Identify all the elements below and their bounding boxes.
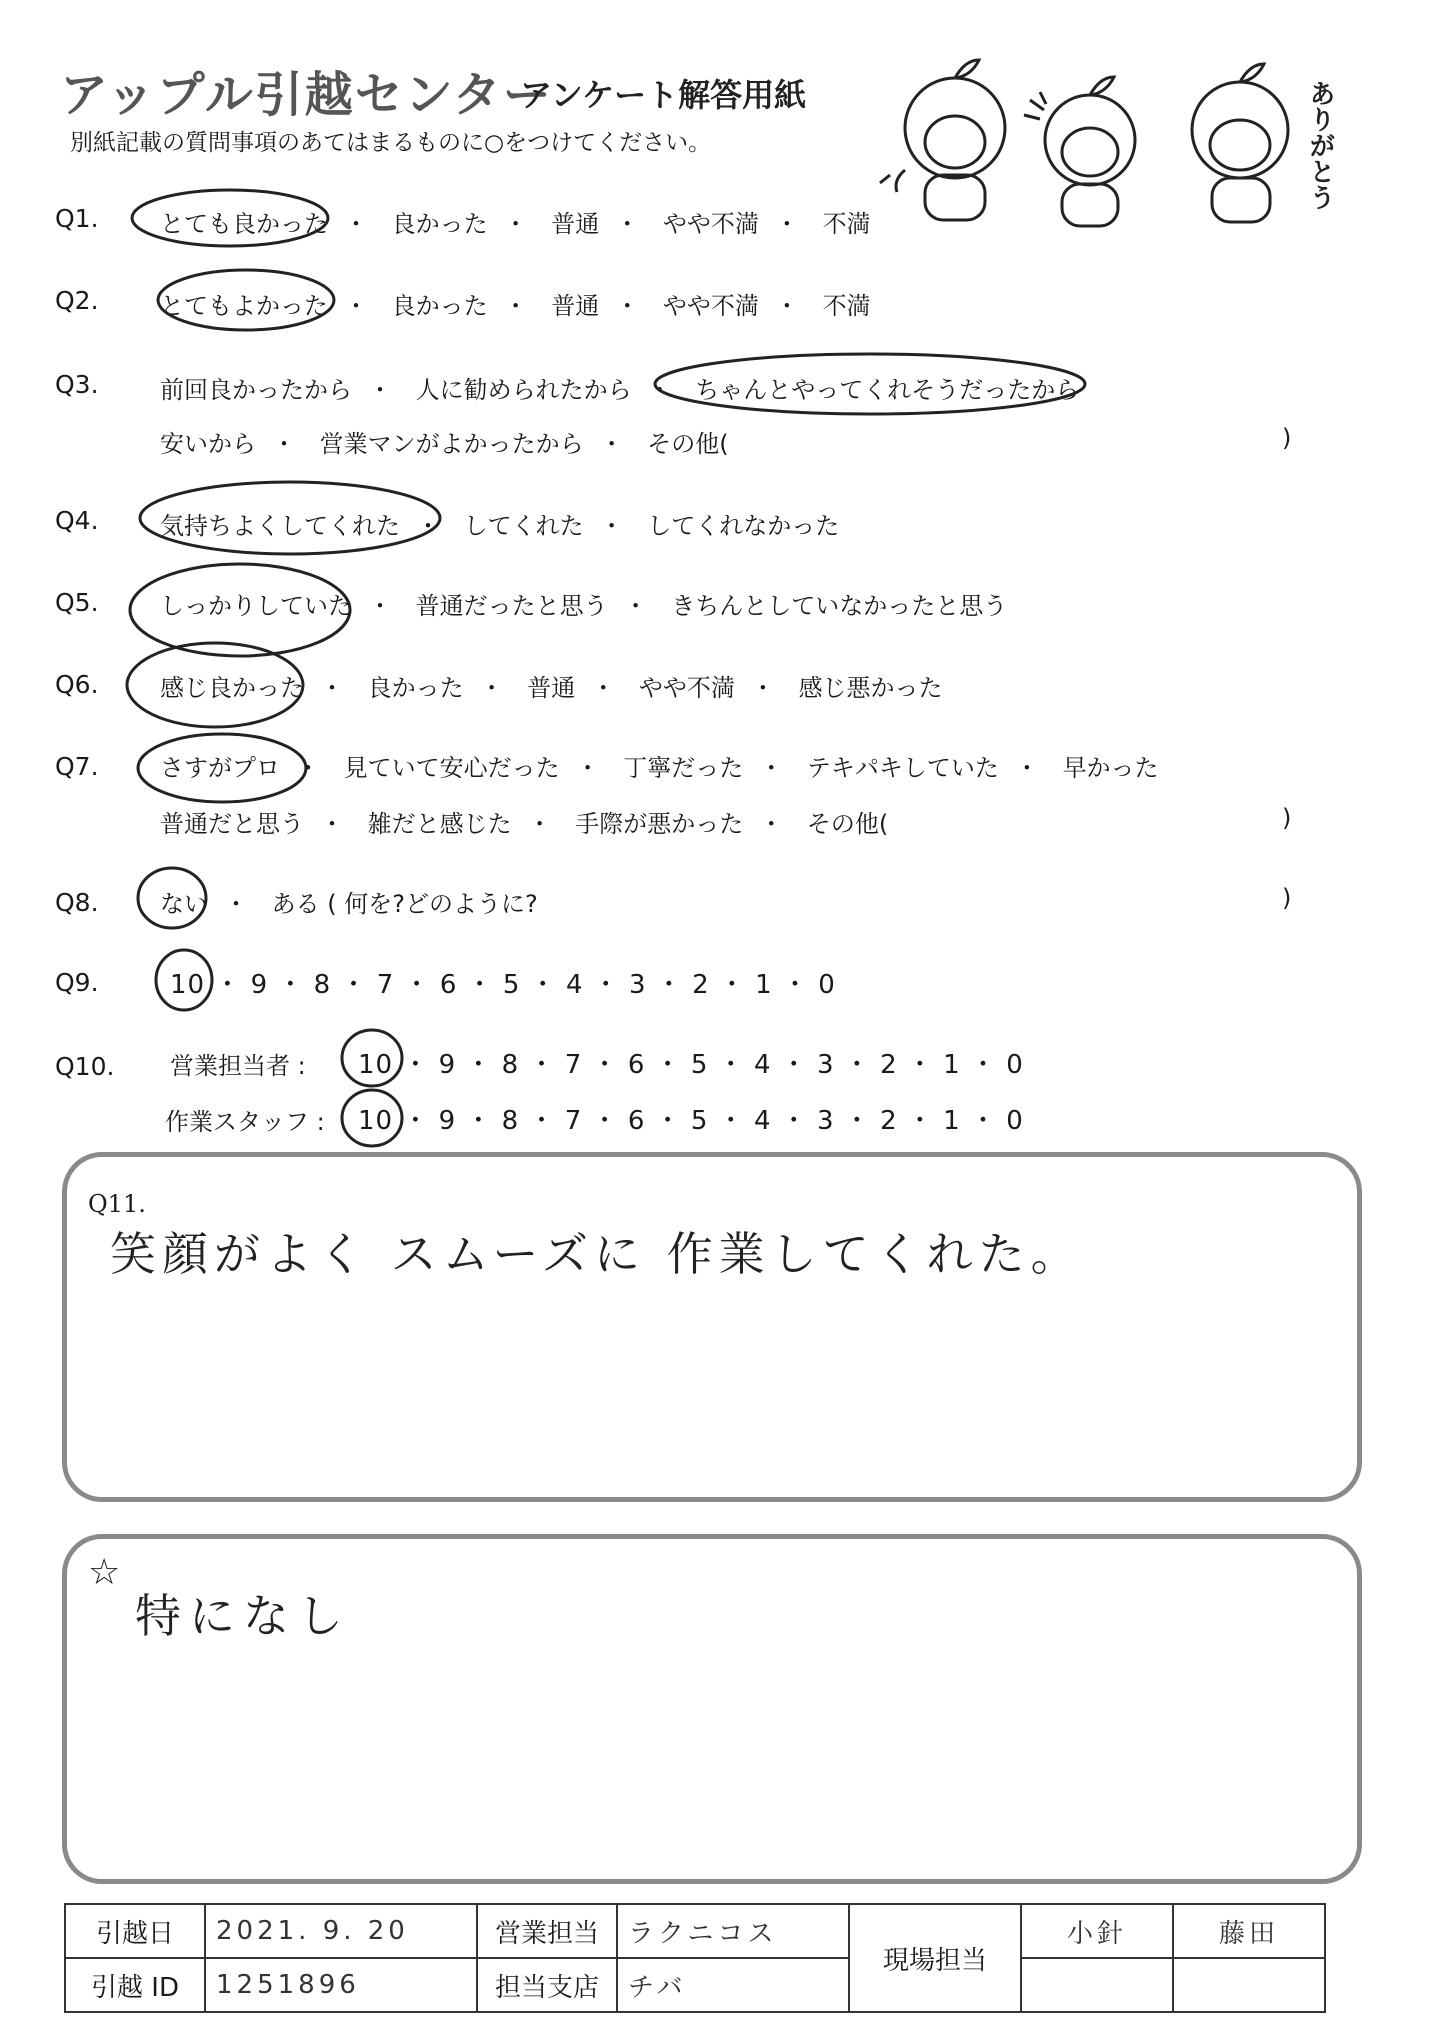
q6-option-3[interactable]: 普通 — [527, 674, 576, 702]
q5-label: Q5. — [55, 588, 99, 617]
mascot-text: ありがとう — [1305, 80, 1335, 210]
q8-option-1[interactable]: ない — [160, 890, 208, 918]
q7-option-3[interactable]: 丁寧だった — [623, 754, 744, 782]
q2-option-1[interactable]: とてもよかった — [160, 292, 328, 320]
sales-rep-value[interactable]: ラクニコス — [617, 1904, 849, 1958]
q7-option-other[interactable]: その他( — [806, 810, 889, 838]
q7-option-4[interactable]: テキパキしていた — [806, 754, 999, 782]
q3-option-2[interactable]: 人に勧められたから — [415, 376, 632, 404]
footer-info-table — [64, 1903, 1326, 2013]
q2-option-2[interactable]: 良かった — [391, 292, 488, 320]
q6-option-2[interactable]: 良かった — [367, 674, 464, 702]
q9-label: Q9. — [55, 968, 99, 997]
site-staff-label: 現場担当 — [849, 1904, 1021, 2012]
q5-option-2[interactable]: 普通だったと思う — [415, 592, 608, 620]
q4-option-3[interactable]: してくれなかった — [647, 512, 840, 540]
q3-option-3[interactable]: ちゃんとやってくれそうだったから — [695, 376, 1080, 404]
q1-option-3[interactable]: 普通 — [551, 210, 600, 238]
q11-label: Q11. — [88, 1190, 146, 1218]
q5-option-1[interactable]: しっかりしていた — [160, 592, 352, 620]
q6-options: 感じ良かった ・ 良かった ・ 普通 ・ やや不満 ・ 感じ悪かった — [160, 674, 943, 702]
q3-option-1[interactable]: 前回良かったから — [160, 376, 352, 404]
q8-close-paren: ) — [1282, 884, 1292, 912]
q3-close-paren: ) — [1282, 424, 1292, 452]
monkey-2-icon — [1024, 77, 1135, 226]
brand-title: アップル引越センター — [60, 67, 553, 123]
q4-option-2[interactable]: してくれた — [463, 512, 584, 540]
q7-close-paren: ) — [1282, 804, 1292, 832]
q1-option-4[interactable]: やや不満 — [662, 210, 759, 238]
q1-option-2[interactable]: 良かった — [391, 210, 488, 238]
q7-option-5[interactable]: 早かった — [1062, 754, 1159, 782]
branch-label: 担当支店 — [477, 1958, 617, 2012]
q7-option-2[interactable]: 見ていて安心だった — [343, 754, 560, 782]
q1-options: とても良かった ・ 良かった ・ 普通 ・ やや不満 ・ 不満 — [160, 210, 871, 238]
q7-option-7[interactable]: 雑だと感じた — [367, 810, 512, 838]
q3-option-5[interactable]: 営業マンがよかったから — [319, 430, 584, 458]
q1-option-5[interactable]: 不満 — [822, 210, 871, 238]
site-staff-3-empty[interactable] — [1021, 1958, 1173, 2012]
q3-label: Q3. — [55, 370, 99, 399]
q7-options-line2: 普通だと思う ・ 雑だと感じた ・ 手際が悪かった ・ その他( — [160, 810, 889, 838]
comment-handwritten-answer: 特になし — [135, 1589, 351, 1643]
q2-option-5[interactable]: 不満 — [822, 292, 871, 320]
site-staff-1[interactable]: 小針 — [1021, 1904, 1173, 1958]
q1-option-1[interactable]: とても良かった — [160, 210, 328, 238]
form-subtitle: アンケート解答用紙 — [520, 76, 807, 114]
q1-label: Q1. — [55, 204, 99, 233]
move-id-value[interactable]: 1251896 — [205, 1958, 477, 2012]
q10-staff-label: 作業スタッフ : — [165, 1108, 325, 1136]
site-staff-4-empty[interactable] — [1173, 1958, 1325, 2012]
q9-scale[interactable]: 10 ・ 9 ・ 8 ・ 7 ・ 6 ・ 5 ・ 4 ・ 3 ・ 2 ・ 1 ・ 0 — [170, 970, 836, 1000]
q7-options-line1: さすがプロ ・ 見ていて安心だった ・ 丁寧だった ・ テキパキしていた ・ 早かった — [160, 754, 1159, 782]
site-staff-2[interactable]: 藤田 — [1173, 1904, 1325, 1958]
monkey-1-icon — [880, 60, 1005, 220]
q10-label: Q10. — [55, 1052, 115, 1081]
q2-options: とてもよかった ・ 良かった ・ 普通 ・ やや不満 ・ 不満 — [160, 292, 871, 320]
q10-sales-scale[interactable]: 10 ・ 9 ・ 8 ・ 7 ・ 6 ・ 5 ・ 4 ・ 3 ・ 2 ・ 1 ・ 0 — [358, 1050, 1024, 1080]
q5-options: しっかりしていた ・ 普通だったと思う ・ きちんとしていなかったと思う — [160, 592, 1008, 620]
q2-option-4[interactable]: やや不満 — [662, 292, 759, 320]
q10-sales-label: 営業担当者 : — [170, 1052, 306, 1080]
q3-options-line1: 前回良かったから ・ 人に勧められたから ・ ちゃんとやってくれそうだったから — [160, 376, 1080, 404]
q7-option-1[interactable]: さすがプロ — [160, 754, 280, 782]
move-date-label: 引越日 — [65, 1904, 205, 1958]
q11-answer-box[interactable] — [62, 1152, 1362, 1502]
q5-option-3[interactable]: きちんとしていなかったと思う — [671, 592, 1008, 620]
q3-options-line2: 安いから ・ 営業マンがよかったから ・ その他( — [160, 430, 729, 458]
q6-option-4[interactable]: やや不満 — [638, 674, 735, 702]
monkey-3-icon — [1192, 64, 1288, 222]
star-icon: ☆ — [88, 1552, 121, 1593]
q6-option-1[interactable]: 感じ良かった — [160, 674, 304, 702]
q11-handwritten-answer: 笑顔がよく スムーズに 作業してくれた。 — [110, 1227, 1083, 1281]
q8-label: Q8. — [55, 888, 99, 917]
q7-option-8[interactable]: 手際が悪かった — [575, 810, 744, 838]
move-date-value[interactable]: 2021. 9. 20 — [205, 1904, 477, 1958]
q2-option-3[interactable]: 普通 — [551, 292, 600, 320]
sales-rep-label: 営業担当 — [477, 1904, 617, 1958]
q6-label: Q6. — [55, 670, 99, 699]
q3-option-4[interactable]: 安いから — [160, 430, 256, 458]
q8-option-2[interactable]: ある ( 何を?どのように? — [271, 890, 538, 918]
q4-label: Q4. — [55, 506, 99, 535]
q7-option-6[interactable]: 普通だと思う — [160, 810, 304, 838]
q7-label: Q7. — [55, 752, 99, 781]
branch-value[interactable]: チバ — [617, 1958, 849, 2012]
instruction-text: 別紙記載の質問事項のあてはまるものに○をつけてください。 — [70, 130, 712, 156]
q4-options: 気持ちよくしてくれた ・ してくれた ・ してくれなかった — [160, 512, 840, 540]
move-id-label: 引越 ID — [65, 1958, 205, 2012]
q10-staff-scale[interactable]: 10 ・ 9 ・ 8 ・ 7 ・ 6 ・ 5 ・ 4 ・ 3 ・ 2 ・ 1 ・ 0 — [358, 1106, 1024, 1136]
q2-label: Q2. — [55, 286, 99, 315]
q6-option-5[interactable]: 感じ悪かった — [798, 674, 943, 702]
q3-option-other[interactable]: その他( — [647, 430, 729, 458]
q4-option-1[interactable]: 気持ちよくしてくれた — [160, 512, 400, 540]
q8-options: ない ・ ある ( 何を?どのように? — [160, 890, 538, 918]
